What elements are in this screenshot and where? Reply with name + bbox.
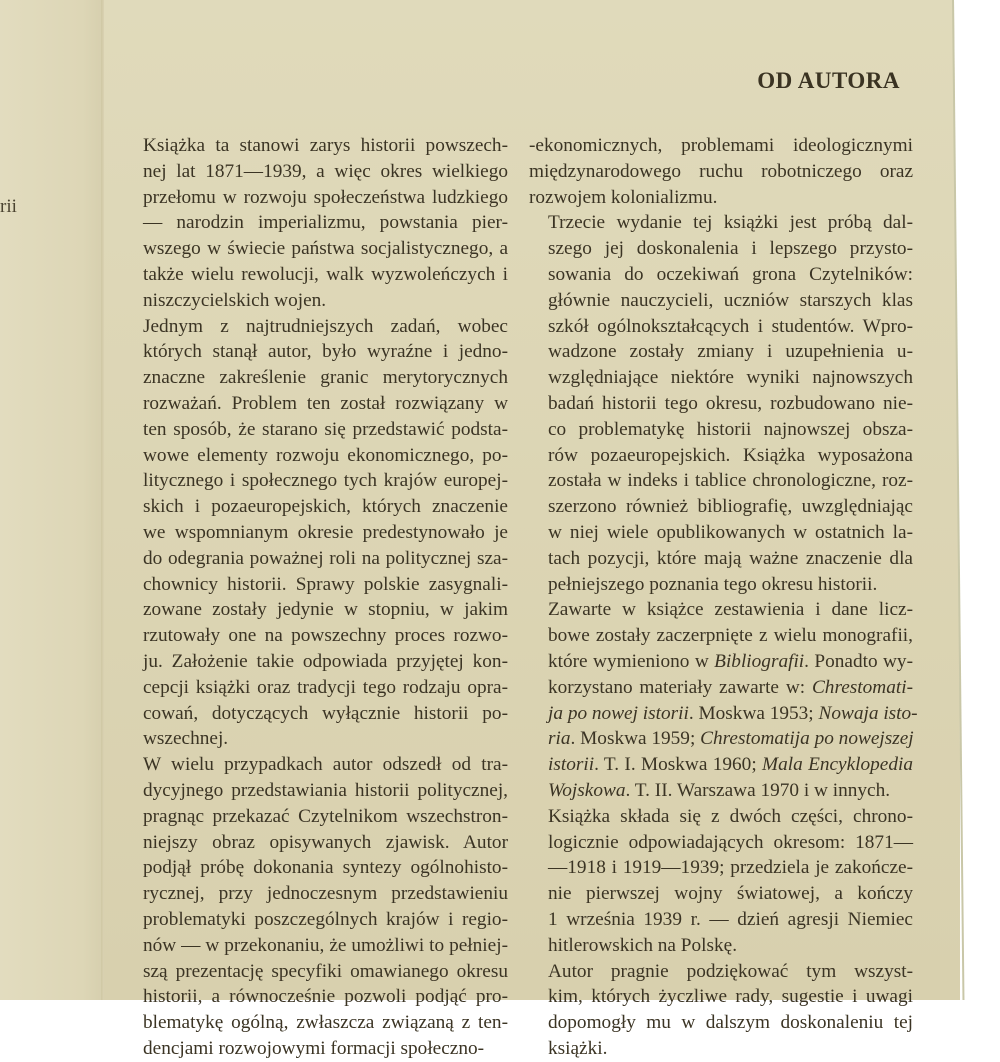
text-line — [529, 804, 913, 830]
text-line — [124, 262, 508, 288]
text-line — [124, 701, 508, 727]
italic-citation: Mala Encyklopedia — [762, 754, 914, 776]
book-gutter-fold — [101, 0, 104, 1000]
text-line — [124, 881, 508, 907]
text-line — [529, 417, 913, 443]
italic-citation: Wojskowa — [548, 779, 626, 801]
text-run: W wielu przypadkach autor odszedł od tra- — [143, 754, 508, 776]
text-line — [529, 881, 913, 907]
text-run: historii, a równocześnie pozwoli podjąć pro- — [143, 986, 508, 1008]
text-line — [529, 701, 918, 727]
text-run: Autor pragnie podziękować tym wszyst- — [548, 960, 913, 982]
text-run: litycznego i społecznego tych krajów europej- — [143, 470, 508, 492]
text-run: Książka składa się z dwóch części, chrono- — [548, 805, 913, 827]
text-run: cepcji książki oraz tradycji tego rodzaju opra- — [143, 676, 508, 698]
text-line — [529, 933, 913, 959]
text-run: wszechnej. — [143, 728, 229, 750]
text-run: szerzono również bibliografię, uwzględniając — [548, 496, 913, 518]
text-line — [529, 855, 913, 881]
italic-citation: istorii — [548, 754, 595, 776]
text-line — [529, 314, 913, 340]
text-line — [124, 288, 508, 314]
text-run: problematyki poszczególnych krajów i regio- — [143, 908, 508, 930]
text-line — [529, 984, 913, 1010]
text-run: kim, których życzliwe rady, sugestie i uwagi — [548, 986, 913, 1008]
text-run: dycyjnego przedstawiania historii politycznej, — [143, 779, 508, 801]
text-line — [529, 1036, 913, 1062]
text-run: rów pozaeuropejskich. Książka wyposażona — [548, 444, 913, 466]
text-run: —1918 i 1919—1939; przedziela je zakończe- — [548, 857, 913, 879]
text-line — [124, 210, 508, 236]
text-run: chownicy historii. Sprawy polskie zasygnali- — [143, 573, 508, 595]
previous-page-strip — [0, 0, 103, 1000]
text-line — [529, 959, 913, 985]
text-line — [124, 959, 508, 985]
text-run: szego jej doskonalenia i lepszego przysto- — [548, 238, 913, 260]
text-run: rozwojem kolonializmu. — [529, 186, 718, 208]
text-line — [124, 1036, 508, 1062]
text-run: tach pozycji, które mają ważne znaczenie dla — [548, 547, 913, 569]
text-run: sowania do oczekiwań grona Czytelników: — [548, 263, 913, 285]
text-line — [529, 675, 913, 701]
paragraph — [529, 210, 913, 597]
text-run: znaczne zakreślenie granic merytorycznych — [143, 367, 508, 389]
text-line — [529, 778, 913, 804]
text-run: -ekonomicznych, problemami ideologicznymi — [529, 135, 913, 156]
text-line — [124, 597, 508, 623]
text-run: hitlerowskich na Polskę. — [548, 934, 738, 956]
text-run: w niej wiele opublikowanych w ostatnich la- — [548, 521, 913, 543]
text-run: głównie nauczycieli, uczniów starszych klas — [548, 289, 913, 311]
paragraph — [124, 133, 508, 314]
text-line — [529, 546, 913, 572]
text-run: ju. Założenie takie odpowiada przyjętej kon- — [143, 650, 508, 672]
text-line — [124, 339, 508, 365]
text-line — [124, 855, 508, 881]
text-run: bowe zostały zaczerpnięte z wielu monografii, — [548, 625, 913, 647]
text-run: nej lat 1871—1939, a więc okres wielkiego — [143, 160, 508, 182]
text-line — [124, 314, 508, 340]
text-line — [124, 546, 508, 572]
text-line — [124, 984, 508, 1010]
text-line — [124, 365, 508, 391]
text-run: względniające niektóre wyniki najnowszych — [548, 367, 913, 389]
text-run: co problematykę historii najnowszej obsza- — [548, 418, 913, 440]
text-run: książki. — [548, 1037, 608, 1059]
text-line — [529, 830, 913, 856]
text-run: przełomu w rozwoju społeczeństwa ludzkiego — [143, 186, 508, 208]
text-run: korzystano materiały zawarte w: — [548, 676, 812, 698]
text-run: logicznie odpowiadających okresom: 1871— — [548, 831, 913, 853]
text-line — [529, 649, 913, 675]
text-run: cowań, dotyczących wyłącznie historii po- — [143, 702, 508, 724]
text-run: niszczycielskich wojen. — [143, 289, 327, 311]
text-run: szą prezentację specyfiki omawianego okresu — [143, 960, 508, 982]
chapter-title: OD AUTORA — [757, 68, 900, 94]
text-line — [529, 520, 913, 546]
text-line — [529, 468, 913, 494]
text-line — [529, 752, 913, 778]
italic-citation: Bibliografii — [714, 650, 805, 672]
text-line — [124, 572, 508, 598]
text-run: Jednym z najtrudniejszych zadań, wobec — [143, 315, 508, 337]
text-line — [124, 159, 508, 185]
text-run: międzynarodowego ruchu robotniczego oraz — [529, 160, 913, 182]
text-run: blematykę ogólną, zwłaszcza związaną z ten- — [143, 1012, 508, 1034]
text-run: . Ponadto wy- — [804, 650, 913, 672]
right-text-column — [529, 133, 918, 1062]
text-line — [124, 649, 508, 675]
italic-citation: Chrestomati- — [811, 676, 913, 698]
text-line — [529, 443, 913, 469]
text-line — [529, 288, 913, 314]
text-run: niejszy obraz opisywanych zjawisk. Autor — [143, 831, 508, 853]
text-line — [124, 1010, 508, 1036]
text-run: szkół ogólnokształcących i studentów. Wpro- — [548, 315, 913, 337]
text-line — [124, 391, 508, 417]
text-run: dopomogły mu w dalszym doskonaleniu tej — [548, 1012, 913, 1034]
text-line — [124, 804, 508, 830]
italic-citation: ria — [548, 728, 571, 750]
text-run: ten sposób, że starano się przedstawić podsta- — [143, 418, 508, 440]
italic-citation: Chrestomatija po nowejszej — [700, 728, 914, 750]
text-line — [124, 726, 508, 752]
text-line — [124, 675, 508, 701]
text-line — [124, 468, 508, 494]
text-line — [124, 830, 508, 856]
text-line — [529, 210, 913, 236]
text-run: także wielu rewolucji, walk wyzwoleńczych i — [143, 263, 508, 285]
text-line — [124, 623, 508, 649]
text-run: pełniejszego poznania tego okresu historii. — [548, 573, 878, 595]
text-line — [124, 236, 508, 262]
text-line — [529, 365, 913, 391]
paragraph — [124, 314, 508, 753]
text-line — [529, 236, 913, 262]
text-line — [529, 185, 913, 211]
text-line — [529, 262, 913, 288]
text-run: Zawarte w książce zestawienia i dane licz- — [548, 599, 913, 621]
text-line — [529, 1010, 913, 1036]
text-run: została w indeks i tablice chronologiczne, roz- — [548, 470, 913, 492]
left-text-column — [124, 133, 508, 1062]
text-run: których stanął autor, było wyraźne i jedno- — [143, 341, 508, 363]
text-line — [529, 572, 913, 598]
paragraph — [529, 804, 913, 959]
text-line — [529, 623, 913, 649]
text-line — [529, 339, 913, 365]
text-run: skich i pozaeuropejskich, których znaczenie — [143, 496, 508, 518]
text-run: Trzecie wydanie tej książki jest próbą dal- — [548, 212, 913, 234]
text-line — [124, 752, 508, 778]
paragraph — [529, 959, 913, 1062]
text-run: zowane zostały jedynie w stopniu, w jakim — [143, 599, 508, 621]
italic-citation: Nowaja isto- — [818, 702, 918, 724]
text-run: nów — w przekonaniu, że umożliwi to pełniej- — [143, 934, 508, 956]
text-run: . Moskwa 1953; — [688, 702, 819, 724]
paragraph — [529, 133, 913, 210]
text-line — [529, 133, 913, 159]
italic-citation: ja po nowej istorii — [548, 702, 689, 724]
text-run: pragnąc przekazać Czytelnikom wszechstron- — [143, 805, 508, 827]
text-line — [124, 185, 508, 211]
text-run: we wspomnianym okresie predestynowało je — [143, 521, 508, 543]
text-run: . Moskwa 1959; — [570, 728, 701, 750]
text-run: wadzone zostały zmiany i uzupełnienia u- — [548, 341, 913, 363]
text-line — [529, 726, 913, 752]
text-run: nie pierwszej wojny światowej, a kończy — [548, 883, 913, 905]
text-run: rzutowały one na powszechny proces rozwo- — [143, 625, 508, 647]
paragraph — [529, 597, 918, 803]
text-line — [529, 159, 913, 185]
text-line — [124, 778, 508, 804]
text-run: . T. II. Warszawa 1970 i w innych. — [625, 779, 891, 801]
text-line — [124, 443, 508, 469]
text-run: do odegrania poważnej roli na politycznej sza- — [143, 547, 508, 569]
text-line — [529, 907, 913, 933]
text-run: które wymieniono w — [548, 650, 715, 672]
text-run: rozważań. Problem ten został rozwiązany w — [143, 392, 508, 414]
text-line — [529, 597, 913, 623]
text-run: 1 września 1939 r. — dzień agresji Niemiec — [548, 908, 913, 930]
text-line — [529, 391, 913, 417]
text-line — [124, 907, 508, 933]
previous-page-text-fragment: rii — [0, 196, 17, 217]
text-run: dencjami rozwojowymi formacji społeczno- — [143, 1037, 485, 1059]
text-line — [529, 494, 913, 520]
text-run: . T. I. Moskwa 1960; — [594, 754, 763, 776]
text-run: wowe elementy rozwoju ekonomicznego, po- — [143, 444, 508, 466]
text-run: wszego w świecie państwa socjalistycznego, a — [143, 238, 508, 260]
text-run: badań historii tego okresu, rozbudowano nie- — [548, 392, 913, 414]
text-run: podjął próbę dokonania syntezy ogólnohisto- — [143, 857, 508, 879]
text-run: rycznej, przy jednoczesnym przedstawieniu — [143, 883, 508, 905]
text-line — [124, 933, 508, 959]
text-run: Książka ta stanowi zarys historii powszech- — [143, 135, 508, 156]
text-line — [124, 417, 508, 443]
paragraph — [124, 752, 508, 1062]
text-line — [124, 494, 508, 520]
text-run: — narodzin imperializmu, powstania pier- — [143, 212, 508, 234]
text-line — [124, 133, 508, 159]
text-line — [124, 520, 508, 546]
